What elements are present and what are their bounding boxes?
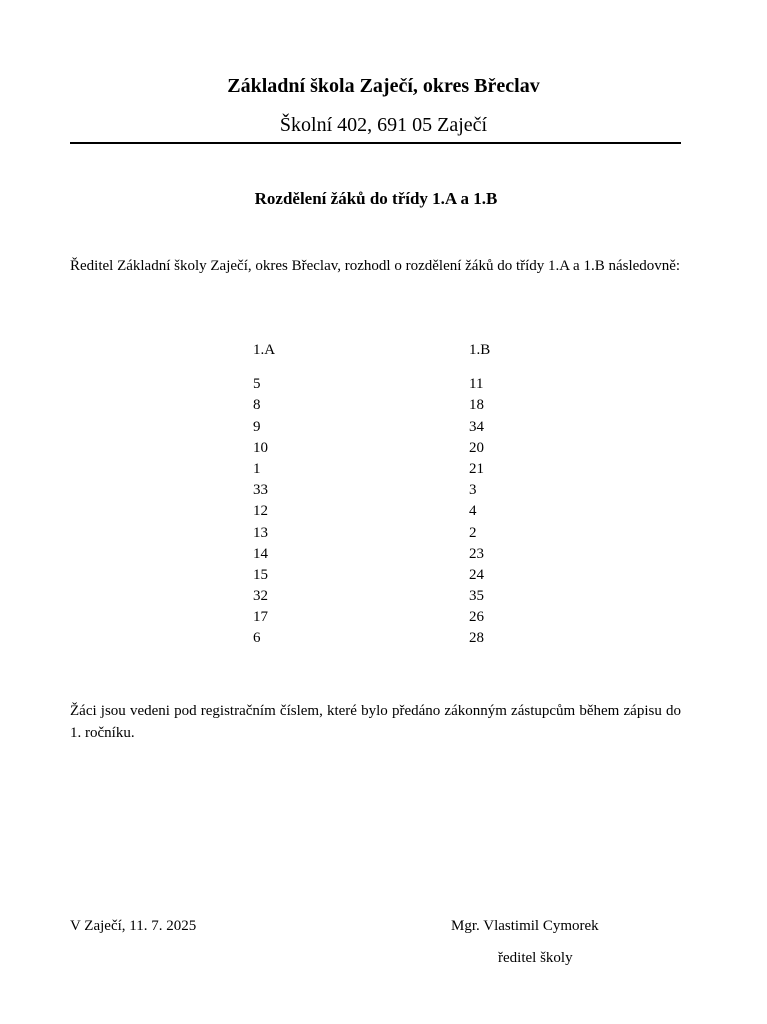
intro-paragraph: Ředitel Základní školy Zaječí, okres Břeclav, rozhodl o rozdělení žáků do třídy 1.A a 1.B následovně: (70, 258, 681, 274)
student-number: 24 (469, 566, 484, 583)
student-number: 18 (469, 397, 484, 414)
student-number: 5 (253, 376, 261, 393)
student-number: 11 (469, 376, 484, 393)
student-number: 3 (469, 482, 477, 499)
student-number: 12 (253, 503, 268, 520)
student-number: 15 (253, 566, 268, 583)
student-number: 32 (253, 588, 268, 605)
student-number: 4 (469, 503, 477, 520)
school-name: Základní škola Zaječí, okres Břeclav (227, 75, 540, 97)
student-number: 21 (469, 460, 484, 477)
class-1a-column (253, 340, 275, 650)
class-1b-column (469, 340, 490, 650)
header-divider (70, 142, 681, 144)
class-1a-heading: 1.A (253, 342, 276, 358)
class-1b-heading: 1.B (469, 342, 491, 358)
student-number: 2 (469, 524, 477, 541)
student-number: 17 (253, 609, 268, 626)
student-number: 20 (469, 439, 484, 456)
place-and-date: V Zaječí, 11. 7. 2025 (70, 918, 197, 934)
signer-name: Mgr. Vlastimil Cymorek (451, 918, 599, 934)
student-number: 10 (253, 439, 268, 456)
registration-note: Žáci jsou vedeni pod registračním číslem, které bylo předáno zákonným zástupcům během zápisu do 1. ročníku. (70, 703, 681, 741)
student-number: 8 (253, 397, 261, 414)
student-number: 35 (469, 588, 484, 605)
student-number: 26 (469, 609, 484, 626)
school-address: Školní 402, 691 05 Zaječí (279, 114, 488, 136)
document-title: Rozdělení žáků do třídy 1.A a 1.B (254, 189, 498, 208)
student-number: 9 (253, 418, 261, 435)
student-number: 14 (253, 545, 268, 562)
student-number: 6 (253, 630, 261, 647)
signer-role: ředitel školy (498, 950, 573, 966)
student-number: 33 (253, 482, 268, 499)
student-number: 28 (469, 630, 484, 647)
student-number: 1 (253, 460, 261, 477)
student-number: 34 (469, 418, 484, 435)
student-number: 13 (253, 524, 268, 541)
student-number: 23 (469, 545, 484, 562)
